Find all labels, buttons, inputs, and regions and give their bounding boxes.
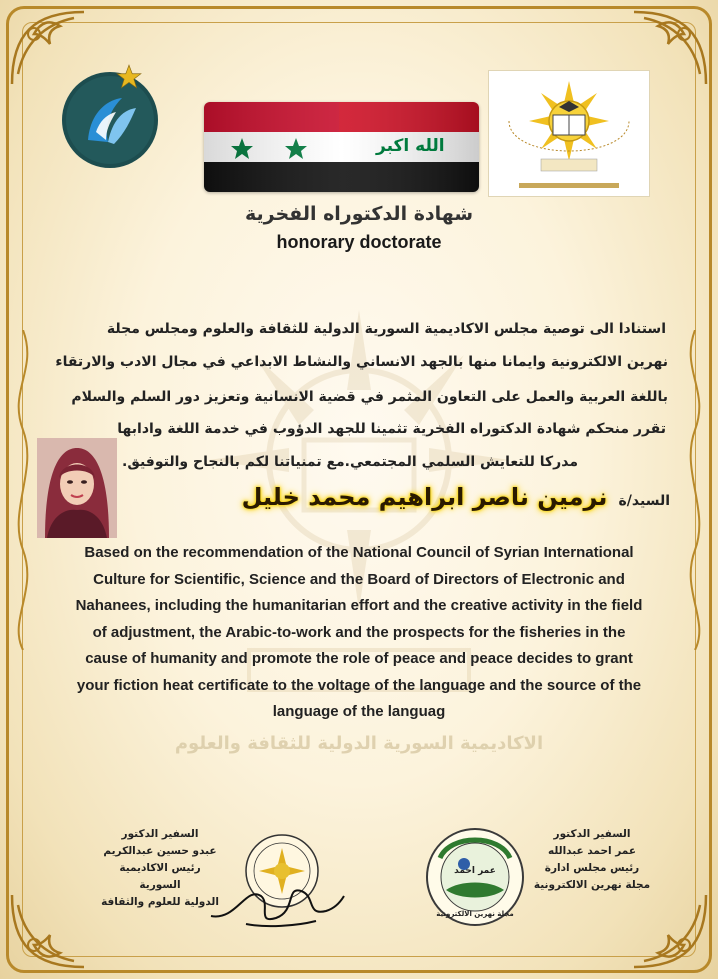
body-english: Based on the recommendation of the National Council of Syrian International Culture for Scientific, Science and the Board of Directors of Electronic and Nahanees, including the humanitarian effort and the creative activity in the field of adjustment, the Arabic-to-work and the prospects for the fisheries in the cause of humanity and promote the role of peace and peace decides to grant your fiction heat certificate to the voltage of the language and the source of the language of the languag (75, 544, 643, 720)
ornament-icon (4, 885, 94, 975)
body-arabic-line: تقرر منحكم شهادة الدكتوراه الفخرية تثمينا للجهد الدؤوب في خدمة اللغة وادابها (117, 421, 666, 437)
corner-ornament-bottom-left (4, 885, 94, 975)
signatory-left (100, 826, 220, 911)
title-english: honorary doctorate (276, 232, 442, 252)
body-arabic-line: نهرين الالكترونية وايمانا منها بالجهد الانساني والنشاط الابداعي في مجال الادب والارتقاء (55, 354, 668, 370)
ornament-icon (624, 885, 714, 975)
seal-ring-text: مجلة نهرين الالكترونية (436, 910, 514, 918)
signatory-right-role: مجلة نهرين الالكترونية (533, 879, 651, 891)
corner-ornament-bottom-right (624, 885, 714, 975)
recipient-name: نرمين ناصر ابراهيم محمد خليل (241, 483, 608, 511)
watermark-text: الاكاديمية السورية الدولية للثقافة والعلوم (174, 733, 544, 754)
side-ornament-left (8, 330, 38, 650)
iraq-flag-words: الله اكبر (376, 136, 445, 156)
academy-seal (232, 826, 332, 926)
signatory-right-title: السفير الدكتور (553, 828, 631, 840)
body-arabic-line: استنادا الى توصية مجلس الاكاديمية السورية الدولية للثقافة والعلوم ومجلس مجلة (106, 321, 666, 337)
side-ornament-right (680, 330, 710, 650)
magazine-logo (488, 70, 650, 197)
title-arabic: شهادة الدكتوراه الفخرية (244, 203, 474, 225)
seal-center-text: عمر احمد (454, 866, 496, 876)
signatory-left-name: عبدو حسين عبدالكريم (103, 845, 217, 857)
syria-iraq-flags (204, 102, 479, 192)
signatory-right (532, 826, 652, 894)
signatory-right-name: عمر احمد عبدالله (547, 845, 637, 857)
signature-icon (206, 866, 346, 931)
salutation: السيد/ة (618, 493, 670, 509)
academy-logo (60, 70, 160, 170)
recipient-photo (37, 438, 117, 538)
body-arabic-line: باللغة العربية والعمل على التعاون المثمر في قضية الانسانية وتعزيز دور السلم والسلام (71, 389, 668, 405)
signatory-left-role: الدولية للعلوم والثقافة (101, 896, 219, 908)
star-icon (116, 64, 142, 90)
body-arabic-line: مدركا للتعايش السلمي المجتمعي.مع تمنياتنا لكم بالنجاح والتوفيق. (122, 454, 578, 470)
magazine-seal (420, 822, 530, 932)
signatory-right-role: رئيس مجلس ادارة (544, 862, 640, 874)
signatory-left-role: رئيس الاكاديمية السورية (119, 862, 201, 891)
signatory-left-title: السفير الدكتور (121, 828, 199, 840)
recipient-line (130, 483, 670, 511)
